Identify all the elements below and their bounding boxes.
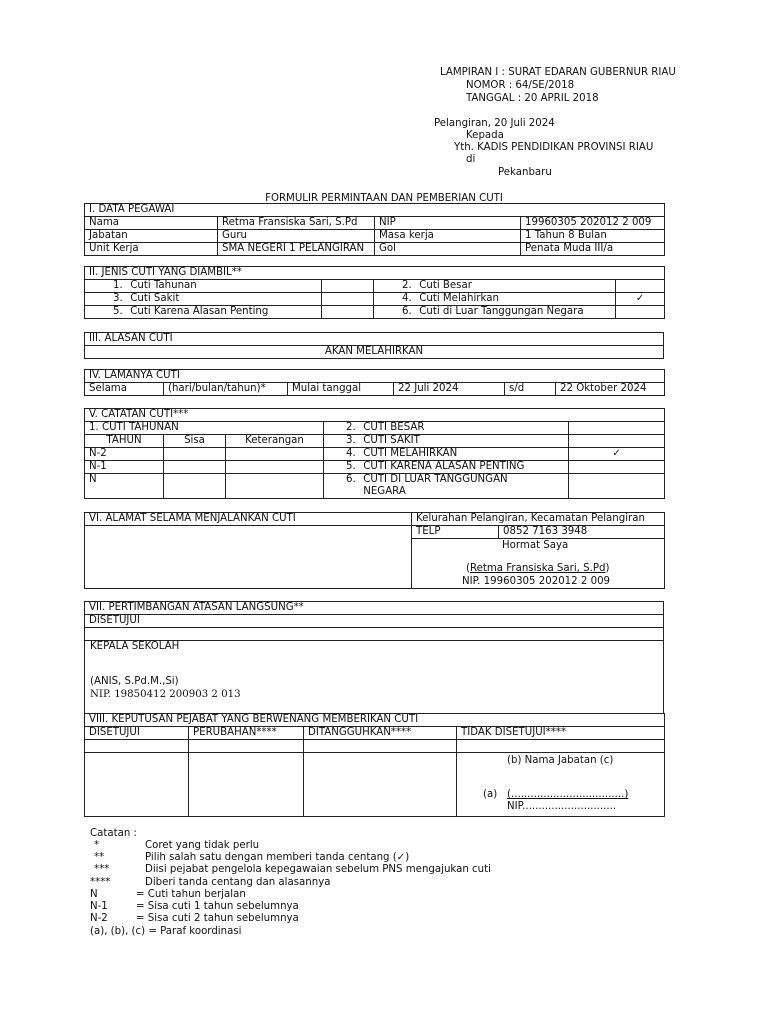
leave-address: Kelurahan Pelangiran, Kecamatan Pelangiran [412, 513, 665, 526]
blank-cell [304, 740, 457, 753]
paraf-note: (a), (b), (c) = Paraf koordinasi [90, 926, 242, 937]
note-key: **** [90, 877, 111, 888]
employee-tenure: 1 Tahun 8 Bulan [521, 230, 665, 243]
official-position: (b) Nama Jabatan (c) [507, 755, 614, 766]
keterangan-cell[interactable] [226, 448, 324, 461]
label: s/d [505, 383, 556, 396]
note-key: ** [94, 852, 105, 863]
label: Masa kerja [375, 230, 521, 243]
phone-number: 0852 7163 3948 [499, 526, 665, 539]
blank-cell [457, 740, 665, 753]
leave-type-item: 1. Cuti Tahunan [85, 280, 322, 293]
label: Nama [85, 217, 218, 230]
start-date: 22 Juli 2024 [394, 383, 505, 396]
leave-record-item: 3. CUTI SAKIT [324, 435, 569, 448]
year-label: N-2 [85, 448, 164, 461]
end-date: 22 Oktober 2024 [556, 383, 665, 396]
leave-type-checkbox[interactable] [616, 306, 665, 319]
col-header: TAHUN [85, 435, 164, 448]
section-title: II. JENIS CUTI YANG DIAMBIL** [85, 267, 665, 280]
applicant-signature [412, 539, 665, 589]
leave-record-item: 5. CUTI KARENA ALASAN PENTING [324, 461, 569, 474]
duration-unit: (hari/bulan/tahun)* [164, 383, 288, 396]
section-title: III. ALASAN CUTI [85, 333, 664, 346]
note-key: *** [94, 864, 110, 875]
keterangan-cell[interactable] [226, 461, 324, 474]
leave-record-item: 4. CUTI MELAHIRKAN [324, 448, 569, 461]
official-signature [457, 753, 665, 817]
label: TELP [412, 526, 499, 539]
leave-record-item: 2. CUTI BESAR [324, 422, 569, 435]
notes-title: Catatan : [90, 828, 137, 839]
label: Unit Kerja [85, 243, 218, 256]
check-icon[interactable]: ✓ [569, 448, 665, 461]
address-blank [85, 526, 412, 589]
decision-cell[interactable] [304, 753, 457, 817]
catatan-cuti-table [84, 408, 665, 499]
alamat-table [84, 512, 665, 589]
employee-unit: SMA NEGERI 1 PELANGIRAN [218, 243, 375, 256]
supervisor-name: (ANIS, S.Pd.M.,Si) [90, 676, 179, 687]
nomor-line: NOMOR : 64/SE/2018 [466, 80, 575, 91]
section-title: VI. ALAMAT SELAMA MENJALANKAN CUTI [85, 513, 412, 526]
decision-cell[interactable] [85, 753, 189, 817]
col-header: DITANGGUHKAN**** [304, 727, 457, 740]
col-header: Keterangan [226, 435, 324, 448]
lamanya-cuti-table [84, 369, 665, 396]
signer-name: (Retma Fransiska Sari, S.Pd) [466, 563, 610, 574]
di-label: di [466, 154, 476, 165]
data-pegawai-table [84, 203, 665, 256]
keputusan-table [84, 713, 665, 817]
leave-type-checkbox[interactable] [322, 293, 374, 306]
legend-text: = Sisa cuti 1 tahun sebelumnya [136, 901, 299, 912]
legend-text: = Cuti tahun berjalan [136, 889, 246, 900]
year-label: N-1 [85, 461, 164, 474]
tanggal-line: TANGGAL : 20 APRIL 2018 [466, 93, 599, 104]
note-text: Diisi pejabat pengelola kepegawaian sebelum PNS mengajukan cuti [145, 864, 491, 875]
leave-type-checkbox[interactable] [322, 306, 374, 319]
decision-cell[interactable] [189, 753, 304, 817]
leave-type-checkbox[interactable] [616, 280, 665, 293]
jenis-cuti-table [84, 266, 665, 319]
supervisor-title: KEPALA SEKOLAH [90, 641, 180, 652]
employee-grade: Penata Muda III/a [521, 243, 665, 256]
col-header: TIDAK DISETUJUI**** [457, 727, 665, 740]
form-title: FORMULIR PERMINTAAN DAN PEMBERIAN CUTI [265, 193, 503, 204]
note-text: Coret yang tidak perlu [145, 840, 260, 851]
sisa-cell[interactable] [164, 448, 226, 461]
employee-nip: 19960305 202012 2 009 [521, 217, 665, 230]
annual-leave-title: 1. CUTI TAHUNAN [85, 422, 324, 435]
section-title: IV. LAMANYA CUTI [85, 370, 665, 383]
label: NIP [375, 217, 521, 230]
label: Gol [375, 243, 521, 256]
lampiran-line: LAMPIRAN I : SURAT EDARAN GUBERNUR RIAU [440, 67, 676, 78]
approved-label: DISETUJUI [85, 615, 664, 628]
legend-key: N-2 [90, 913, 108, 924]
recipient: Yth. KADIS PENDIDIKAN PROVINSI RIAU [454, 142, 654, 153]
leave-record-checkbox[interactable] [569, 422, 665, 435]
kepada: Kepada [466, 130, 504, 141]
paraf-a: (a) [483, 789, 498, 800]
leave-type-item: 5. Cuti Karena Alasan Penting [85, 306, 322, 319]
supervisor-nip: NIP. 19850412 200903 2 013 [90, 689, 241, 700]
leave-type-item: 2. Cuti Besar [374, 280, 616, 293]
label: Selama [85, 383, 164, 396]
note-text: Pilih salah satu dengan memberi tanda centang (✓) [145, 852, 410, 863]
leave-type-item: 3. Cuti Sakit [85, 293, 322, 306]
employee-position: Guru [218, 230, 375, 243]
leave-record-checkbox[interactable] [569, 435, 665, 448]
keterangan-cell[interactable] [226, 474, 324, 499]
check-icon[interactable]: ✓ [616, 293, 665, 306]
label: Mulai tanggal [288, 383, 394, 396]
alasan-cuti-table [84, 332, 664, 359]
leave-record-checkbox[interactable] [569, 461, 665, 474]
col-header: DISETUJUI [85, 727, 189, 740]
year-label: N [85, 474, 164, 499]
note-text: Diberi tanda centang dan alasannya [145, 877, 331, 888]
leave-reason: AKAN MELAHIRKAN [85, 346, 664, 359]
blank-cell [189, 740, 304, 753]
leave-record-checkbox[interactable] [569, 474, 665, 499]
official-nip-line: NIP............................. [507, 801, 617, 812]
legend-text: = Sisa cuti 2 tahun sebelumnya [136, 913, 299, 924]
sisa-cell[interactable] [164, 461, 226, 474]
recipient-city: Pekanbaru [498, 167, 552, 178]
col-header: PERUBAHAN**** [189, 727, 304, 740]
signer-nip: NIP. 19960305 202012 2 009 [462, 576, 611, 587]
legend-key: N [90, 889, 98, 900]
leave-type-item: 6. Cuti di Luar Tanggungan Negara [374, 306, 616, 319]
official-name-line: (...................................) [507, 789, 629, 800]
employee-name: Retma Fransiska Sari, S.Pd [218, 217, 375, 230]
note-key: * [94, 840, 100, 851]
label: Jabatan [85, 230, 218, 243]
section-title: VII. PERTIMBANGAN ATASAN LANGSUNG** [85, 602, 664, 615]
section-title: VIII. KEPUTUSAN PEJABAT YANG BERWENANG MEMBERIKAN CUTI [85, 714, 665, 727]
col-header: Sisa [164, 435, 226, 448]
section-title: I. DATA PEGAWAI [85, 204, 665, 217]
supervisor-signature [85, 641, 664, 714]
pertimbangan-table [84, 601, 664, 714]
closing: Hormat Saya [502, 540, 569, 551]
blank-row [85, 628, 664, 641]
legend-key: N-1 [90, 901, 108, 912]
leave-type-item: 4. Cuti Melahirkan [374, 293, 616, 306]
leave-type-checkbox[interactable] [322, 280, 374, 293]
section-title: V. CATATAN CUTI*** [85, 409, 665, 422]
blank-cell [85, 740, 189, 753]
sisa-cell[interactable] [164, 474, 226, 499]
place-date: Pelangiran, 20 Juli 2024 [434, 118, 555, 129]
leave-record-item: 6. CUTI DI LUAR TANGGUNGAN NEGARA [324, 474, 569, 499]
